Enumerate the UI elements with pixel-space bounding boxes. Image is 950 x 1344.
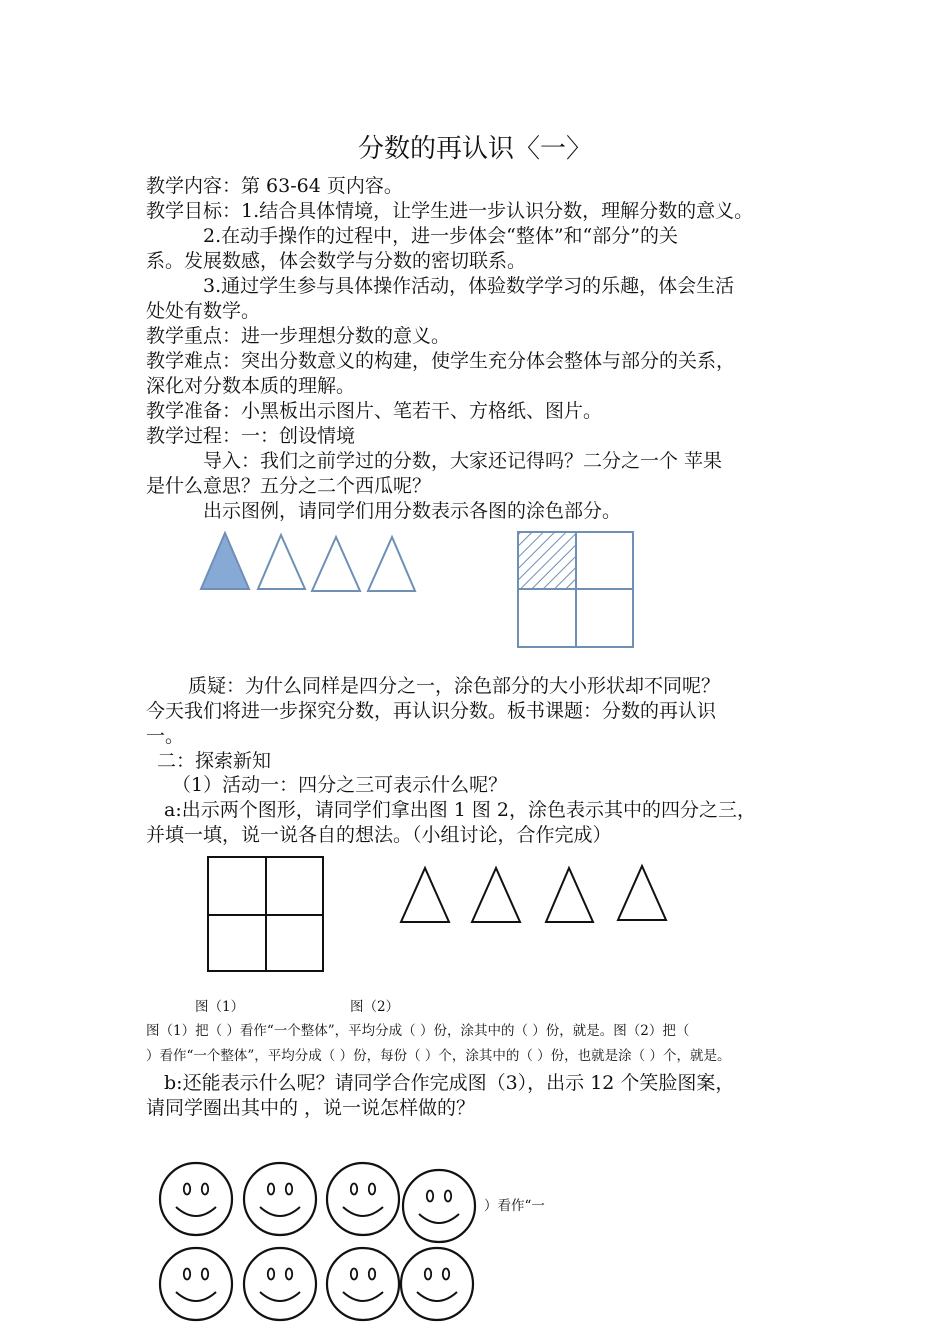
key-point: 教学重点：进一步理想分数的意义。	[146, 325, 451, 347]
smiley-eye	[351, 1184, 357, 1195]
smiley-eye	[369, 1184, 375, 1195]
activity-a-line1: a:出示两个图形，请同学们拿出图 1 图 2，涂色表示其中的四分之三，	[164, 799, 757, 821]
goal-3-line1: 3.通过学生参与具体操作活动，体验数学学习的乐趣，体会生活	[203, 275, 735, 297]
smiley-mouth	[260, 1207, 300, 1216]
smiley-eye	[351, 1269, 357, 1280]
figure-2-triangle	[618, 866, 666, 920]
smiley-eye	[184, 1269, 190, 1280]
smiley-eye	[268, 1269, 274, 1280]
figure-1-caption: 图（1）	[195, 999, 245, 1015]
quarter-square-figure	[518, 532, 633, 647]
smiley-eye	[184, 1184, 190, 1195]
activity-b-line1: b:还能表示什么呢？请同学合作完成图（3），出示 12 个笑脸图案，	[164, 1072, 735, 1094]
smiley-face	[327, 1163, 399, 1235]
smiley-face	[160, 1248, 232, 1320]
smiley-face	[244, 1248, 316, 1320]
smiley-face	[327, 1248, 399, 1320]
triangle-shaded	[201, 533, 249, 589]
activity-b-line2: 请同学圈出其中的 ，说一说怎样做的？	[146, 1097, 476, 1119]
figure-2-caption: 图（2）	[350, 999, 400, 1015]
figure-1-square	[208, 857, 323, 971]
process: 教学过程：一：创设情境	[146, 425, 356, 447]
triangle-outline	[258, 535, 305, 589]
figure-2-triangle	[401, 868, 449, 922]
fill-in-line2: ）看作“一个整体”，平均分成（ ）份，每份（ ）个，涂其中的（ ）份，也就是涂（ ）个，就是。	[146, 1048, 731, 1064]
smiley-eye	[425, 1269, 431, 1280]
show-figures: 出示图例，请同学们用分数表示各图的涂色部分。	[203, 500, 622, 522]
question-line3: 一。	[146, 725, 185, 747]
smiley-eye	[427, 1191, 433, 1202]
smiley-face	[403, 1170, 475, 1242]
goal-3-line2: 处处有数学。	[146, 300, 261, 322]
smiley-eye	[286, 1184, 292, 1195]
question-line1: 质疑：为什么同样是四分之一，涂色部分的大小形状却不同呢？	[188, 675, 721, 697]
smiley-mouth	[419, 1214, 459, 1223]
goal-1: 教学目标：1.结合具体情境，让学生进一步认识分数，理解分数的意义。	[146, 200, 754, 222]
smiley-eye	[443, 1269, 449, 1280]
figure-2-triangle	[472, 868, 520, 922]
smiley-eye	[369, 1269, 375, 1280]
smiley-face	[401, 1248, 473, 1320]
triangle-outline	[312, 537, 360, 591]
smiley-eye	[202, 1269, 208, 1280]
smiley-eye	[202, 1184, 208, 1195]
activity-a-line2: 并填一填，说一说各自的想法。（小组讨论，合作完成）	[146, 824, 612, 846]
preparation: 教学准备：小黑板出示图片、笔若干、方格纸、图片。	[146, 400, 603, 422]
intro-line1: 导入：我们之前学过的分数，大家还记得吗？二分之一个 苹果	[203, 450, 723, 472]
smiley-face	[244, 1163, 316, 1235]
smiley-face	[160, 1163, 232, 1235]
difficulty-line2: 深化对分数本质的理解。	[146, 375, 356, 397]
smiley-mouth	[260, 1292, 300, 1301]
figure-2-triangle	[546, 868, 593, 922]
page-title: 分数的再认识〈一〉	[357, 134, 592, 164]
smiley-mouth	[176, 1292, 216, 1301]
activity-1: （1）活动一：四分之三可表示什么呢？	[172, 774, 508, 796]
goal-2-line2: 系。发展数感，体会数学与分数的密切联系。	[146, 250, 527, 272]
smiley-mouth	[343, 1207, 383, 1216]
smiley-mouth	[176, 1207, 216, 1216]
smiley-mouth	[417, 1292, 457, 1301]
triangle-outline	[368, 537, 415, 591]
difficulty-line1: 教学难点：突出分数意义的构建，使学生充分体会整体与部分的关系，	[146, 350, 736, 372]
smiley-eye	[286, 1269, 292, 1280]
teaching-content: 教学内容：第 63-64 页内容。	[146, 175, 403, 197]
overlapped-text-fragment: ）看作“一	[484, 1198, 545, 1214]
section-2-heading: 二：探索新知	[157, 750, 272, 772]
intro-line2: 是什么意思？五分之二个西瓜呢？	[146, 475, 432, 497]
fill-in-line1: 图（1）把（ ）看作“一个整体”，平均分成（ ）份，涂其中的（ ）份，就是。图（2）把（	[146, 1023, 690, 1039]
smiley-eye	[268, 1184, 274, 1195]
smiley-eye	[445, 1191, 451, 1202]
goal-2-line1: 2.在动手操作的过程中，进一步体会“整体”和“部分”的关	[203, 225, 678, 247]
question-line2: 今天我们将进一步探究分数，再认识分数。板书课题：分数的再认识	[146, 700, 717, 722]
smiley-mouth	[343, 1292, 383, 1301]
